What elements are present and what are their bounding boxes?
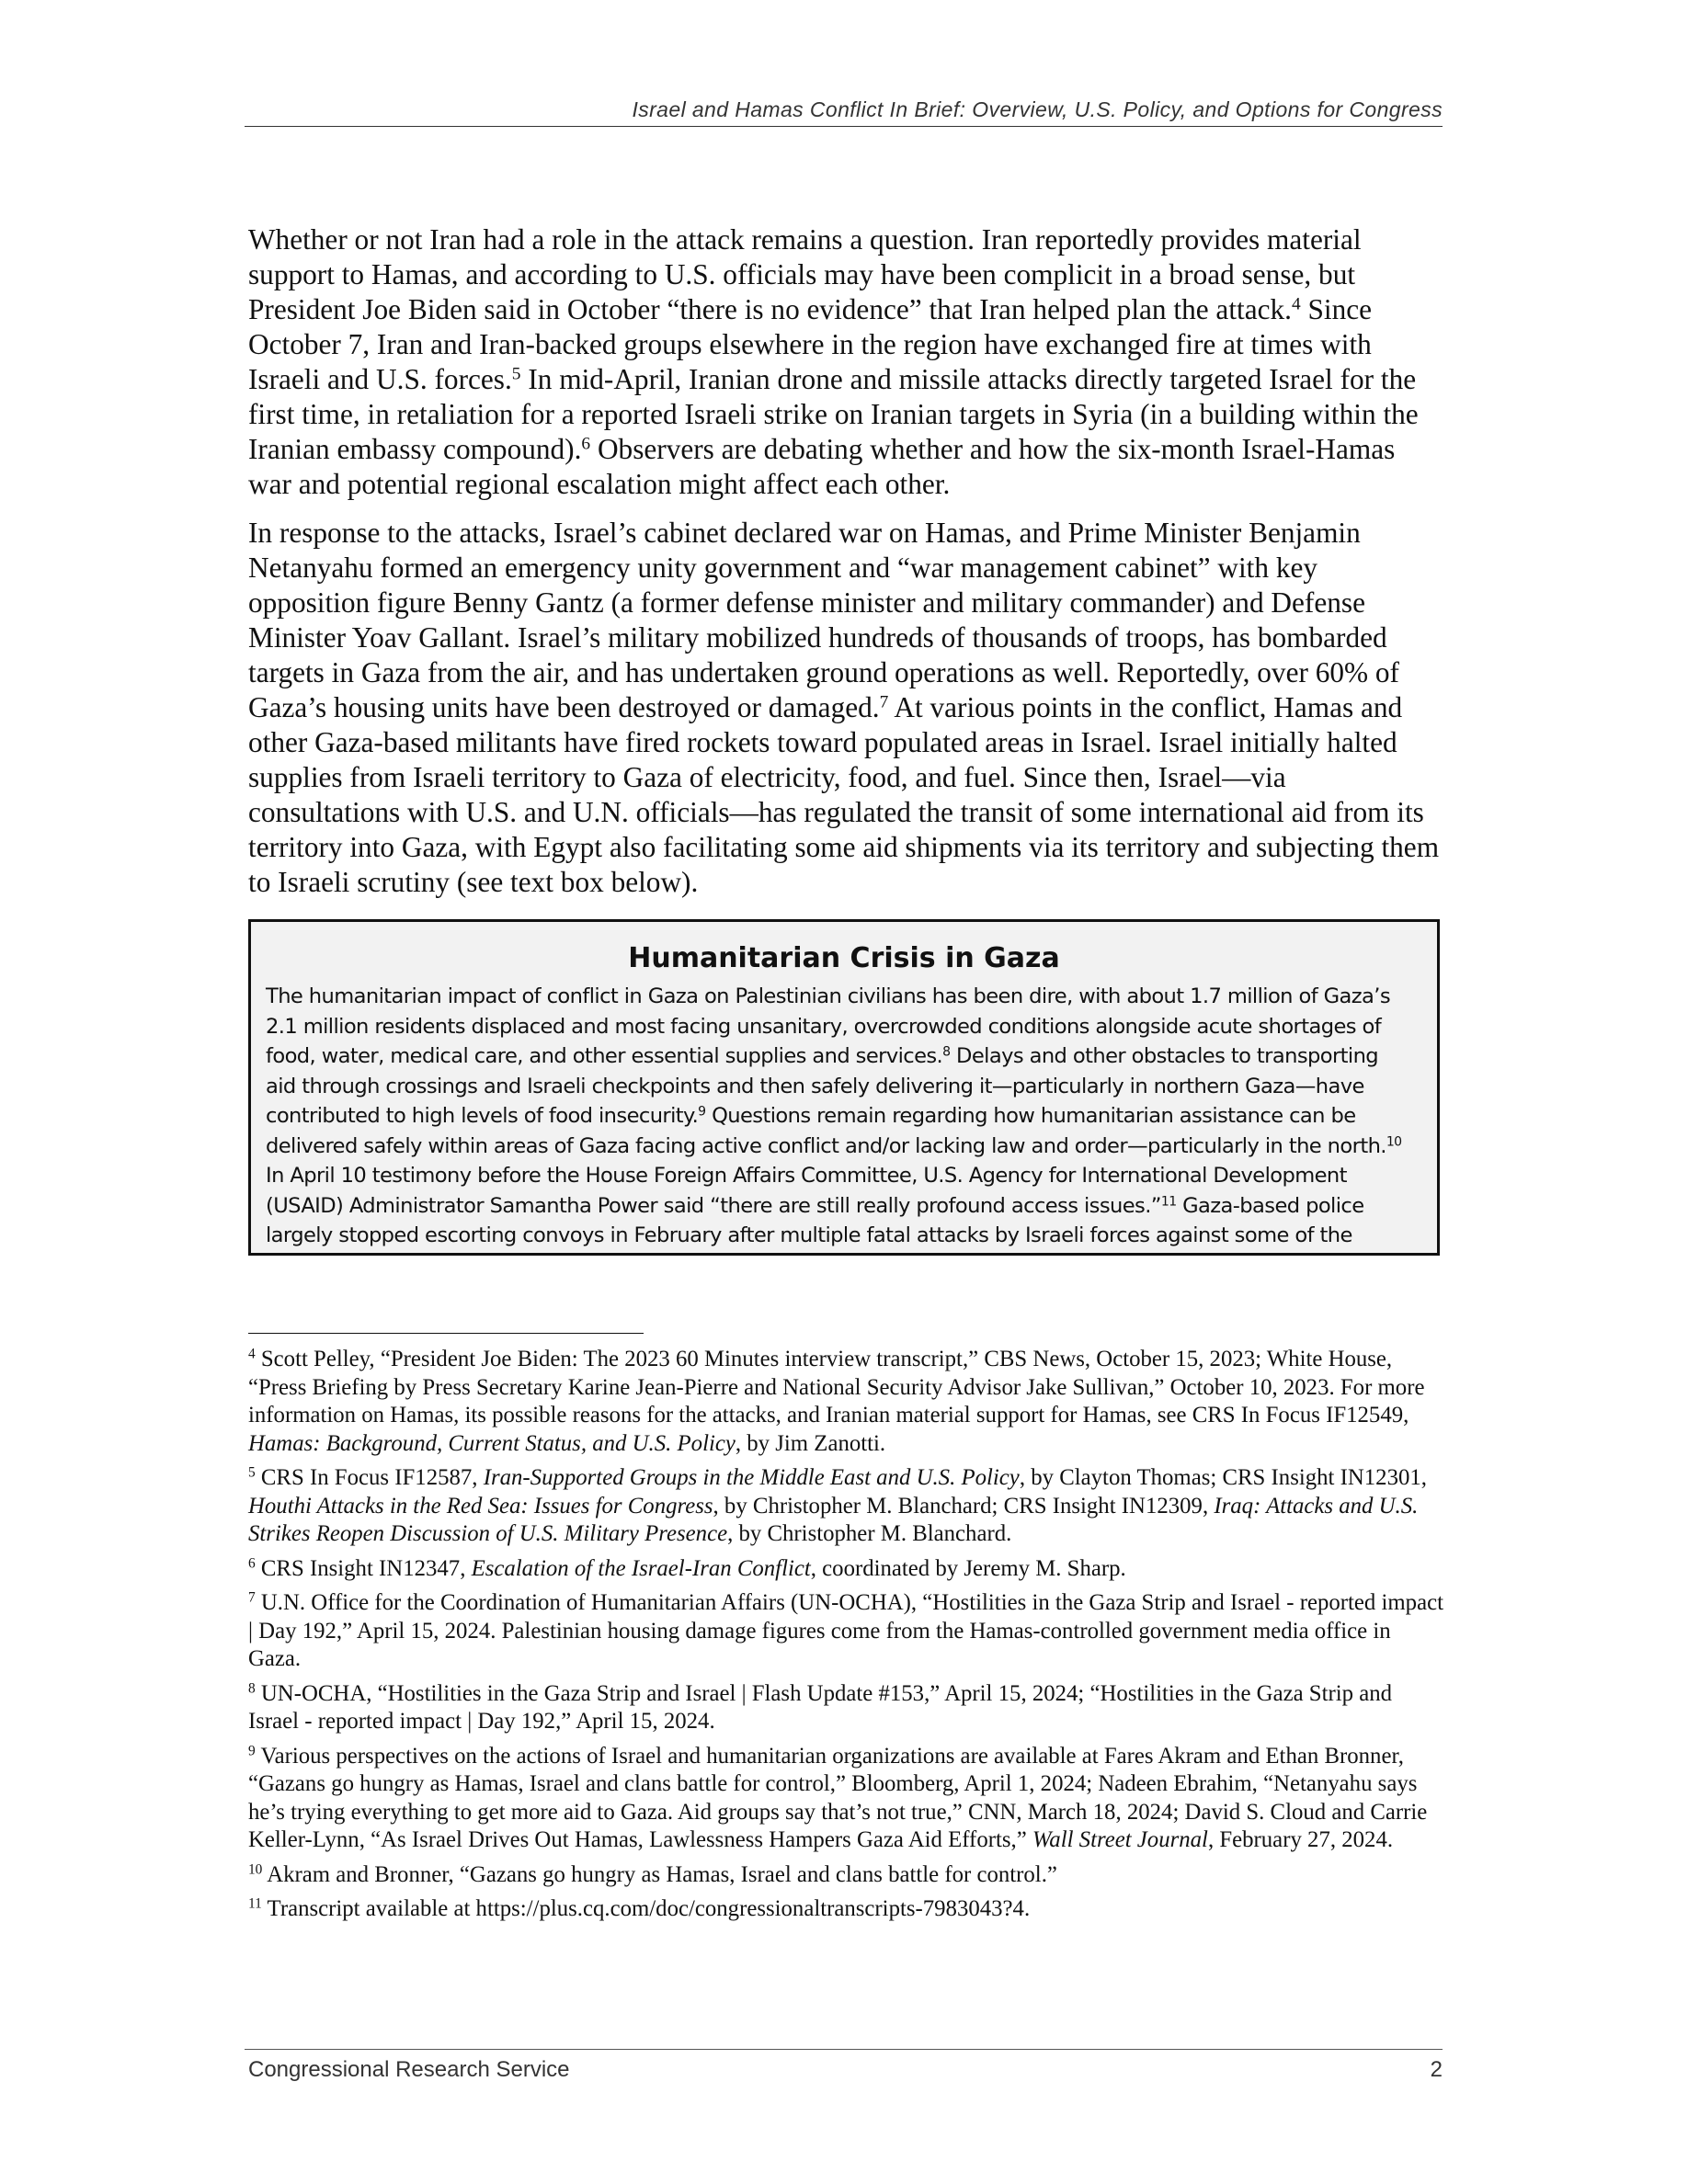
text-box-line — [266, 1041, 1422, 1072]
footnote-10 — [248, 1861, 1443, 1890]
footnote-6 — [248, 1555, 1443, 1584]
text-run: U.N. Office for the Coordination of Humanitarian Affairs (UN-OCHA), “Hostilities in the Gaza Strip and Israel - reported impact | Day 192,” April 15, 2024. Palestinian housing damage figures come from the Hamas-controlled government media office in Gaza. — [248, 1590, 1443, 1671]
footnote-5 — [248, 1464, 1443, 1549]
text-box-line: In April 10 testimony before the House Foreign Affairs Committee, U.S. Agency for International Development — [266, 1164, 1347, 1188]
text-run: Various perspectives on the actions of Israel and humanitarian organizations are available at Fares Akram and Ethan Bronner, “Gazans go hungry as Hamas, Israel and clans battle for control,” Bloomberg, April 1, 2024; Nadeen Ebrahim, “Netanyahu says he’s trying everything to get more aid to Gaza. Aid groups say that’s not true,” CNN, March 18, 2024; David S. Cloud and Carrie Keller-Lynn, “As Israel Drives Out Hamas, Lawlessness Hampers Gaza Aid Efforts,” — [248, 1743, 1428, 1852]
footnote-number: 11 — [248, 1895, 262, 1912]
text-box-line: The humanitarian impact of conflict in Gaza on Palestinian civilians has been dire, with about 1.7 million of Gaza’s — [266, 984, 1391, 1008]
footnote-ref-8[interactable]: 8 — [942, 1044, 951, 1060]
text-run: Transcript available at https://plus.cq.com/doc/congressionaltranscripts-7983043?4. — [261, 1896, 1031, 1921]
footnote-number: 4 — [248, 1346, 256, 1362]
footnote-number: 5 — [248, 1464, 256, 1481]
humanitarian-crisis-text-box — [248, 919, 1440, 1256]
text-run: In response to the attacks, Israel’s cabinet declared war on Hamas, and Prime Minister Benjamin Netanyahu formed an emergency unity government and “war management cabinet” with key opposition figure Benny Gantz (a former defense minister and military commander) and Defense Minister Yoav Gallant. Israel’s military mobilized hundreds of thousands of troops, has bombarded targets in Gaza from the air, and has undertaken ground operations as well. Reportedly, over 60% of Gaza’s housing units have been destroyed or damaged. — [248, 517, 1399, 723]
text-box-line — [266, 1132, 1422, 1162]
footnote-ref-10[interactable]: 10 — [1386, 1133, 1402, 1149]
text-run: CRS Insight IN12347, — [255, 1555, 472, 1581]
text-run: food, water, medical care, and other essential supplies and services. — [266, 1044, 943, 1068]
text-run: At various points in the conflict, Hamas and other Gaza-based militants have fired rockets toward populated areas in Israel. Israel initially halted supplies from Israeli territory to Gaza of electricity, food, and fuel. Since then, Israel—via consultations with U.S. and U.N. officials—has regulated the transit of some international aid from its territory into Gaza, with Egypt also facilitating some aid shipments via its territory and subjecting them to Israeli scrutiny (see text box below). — [248, 691, 1440, 898]
footnotes — [248, 1346, 1443, 1930]
running-header: Israel and Hamas Conflict In Brief: Overview, U.S. Policy, and Options for Congress — [245, 97, 1443, 127]
italic-title: Wall Street Journal — [1032, 1827, 1208, 1852]
text-run: Whether or not Iran had a role in the attack remains a question. Iran reportedly provides material support to Hamas, and according to U.S. officials may have been complicit in a broad sense, but President Joe Biden said in October “there is no evidence” that Iran helped plan the attack. — [248, 223, 1362, 325]
text-box-title: Humanitarian Crisis in Gaza — [628, 942, 1060, 974]
footnote-ref-6[interactable]: 6 — [581, 434, 591, 454]
paragraph-israel-response — [248, 516, 1443, 900]
text-run: , by Christopher M. Blanchard; CRS Insight IN12309, — [713, 1493, 1215, 1519]
footnote-ref-4[interactable]: 4 — [1291, 294, 1301, 314]
footnote-9 — [248, 1743, 1443, 1855]
page-number: 2 — [1430, 2057, 1443, 2082]
italic-title: Hamas: Background, Current Status, and U.S. Policy — [248, 1430, 736, 1456]
text-box-line — [266, 1191, 1422, 1222]
text-box-line: largely stopped escorting convoys in February after multiple fatal attacks by Israeli forces against some of the — [266, 1223, 1352, 1247]
text-run: , by Clayton Thomas; CRS Insight IN12301, — [1019, 1465, 1427, 1490]
footnote-ref-9[interactable]: 9 — [698, 1104, 706, 1120]
text-run: CRS In Focus IF12587, — [255, 1465, 484, 1490]
text-run: Observers are debating whether and how the six-month Israel-Hamas war and potential regional escalation might affect each other. — [248, 433, 1396, 500]
main-body — [248, 222, 1443, 914]
text-run: In mid-April, Iranian drone and missile attacks directly targeted Israel for the first time, in retaliation for a reported Israeli strike on Iranian targets in Syria (in a building within the Iranian embassy compound). — [248, 363, 1419, 465]
paragraph-iran-role — [248, 222, 1443, 502]
footnote-number: 7 — [248, 1589, 256, 1606]
text-run: delivered safely within areas of Gaza facing active conflict and/or lacking law and order—particularly in the north. — [266, 1133, 1386, 1158]
footnote-number: 9 — [248, 1743, 256, 1759]
footnote-ref-5[interactable]: 5 — [511, 364, 521, 384]
text-run: , February 27, 2024. — [1207, 1827, 1394, 1852]
page-footer — [248, 2057, 1443, 2083]
text-run: , coordinated by Jeremy M. Sharp. — [810, 1555, 1126, 1581]
footnote-ref-11[interactable]: 11 — [1160, 1193, 1177, 1209]
footnote-11 — [248, 1895, 1443, 1924]
footnote-number: 10 — [248, 1861, 263, 1878]
text-run: Since October 7, Iran and Iran-backed groups elsewhere in the region have exchanged fire at times with Israeli and U.S. forces. — [248, 293, 1373, 395]
footnote-separator — [248, 1333, 644, 1334]
text-box-line — [266, 1101, 1422, 1132]
footnote-4 — [248, 1346, 1443, 1458]
italic-title: Houthi Attacks in the Red Sea: Issues for Congress — [248, 1493, 713, 1519]
italic-title: Iraq: Attacks and U.S. Strikes Reopen Discussion of U.S. Military Presence — [248, 1493, 1419, 1546]
footnote-7 — [248, 1589, 1443, 1674]
footer-source: Congressional Research Service — [248, 2057, 570, 2082]
text-run: Delays and other obstacles to transporting — [950, 1044, 1379, 1068]
text-run: Akram and Bronner, “Gazans go hungry as Hamas, Israel and clans battle for control.” — [262, 1861, 1057, 1887]
footer-separator — [245, 2049, 1443, 2050]
text-box-body — [266, 982, 1422, 1251]
text-run: Questions remain regarding how humanitarian assistance can be — [705, 1104, 1356, 1128]
text-run: , by Jim Zanotti. — [735, 1430, 886, 1456]
text-run: Scott Pelley, “President Joe Biden: The 2023 60 Minutes interview transcript,” CBS News, October 15, 2023; White House, “Press Briefing by Press Secretary Karine Jean-Pierre and National Security Advisor Jake Sullivan,” October 10, 2023. For more information on Hamas, its possible reasons for the attacks, and Iranian material support for Hamas, see CRS In Focus IF12549, — [248, 1347, 1425, 1428]
italic-title: Iran-Supported Groups in the Middle East and U.S. Policy — [483, 1465, 1020, 1490]
text-run: contributed to high levels of food insecurity. — [266, 1104, 699, 1128]
text-run: UN-OCHA, “Hostilities in the Gaza Strip and Israel | Flash Update #153,” April 15, 2024; “Hostilities in the Gaza Strip and Israel - reported impact | Day 192,” April 15, 2024. — [248, 1680, 1393, 1734]
text-run: Gaza-based police — [1176, 1193, 1364, 1218]
italic-title: Escalation of the Israel-Iran Conflict — [471, 1555, 811, 1581]
footnote-number: 8 — [248, 1680, 256, 1697]
footnote-number: 6 — [248, 1555, 256, 1572]
footnote-8 — [248, 1680, 1443, 1736]
text-box-line: 2.1 million residents displaced and most facing unsanitary, overcrowded conditions alongside acute shortages of — [266, 1014, 1382, 1039]
text-box-line: aid through crossings and Israeli checkpoints and then safely delivering it—particularly in northern Gaza—have — [266, 1074, 1364, 1098]
footnote-ref-7[interactable]: 7 — [879, 692, 889, 712]
text-run: , by Christopher M. Blanchard. — [727, 1521, 1012, 1546]
text-run: (USAID) Administrator Samantha Power said “there are still really profound access issues.” — [266, 1193, 1161, 1218]
